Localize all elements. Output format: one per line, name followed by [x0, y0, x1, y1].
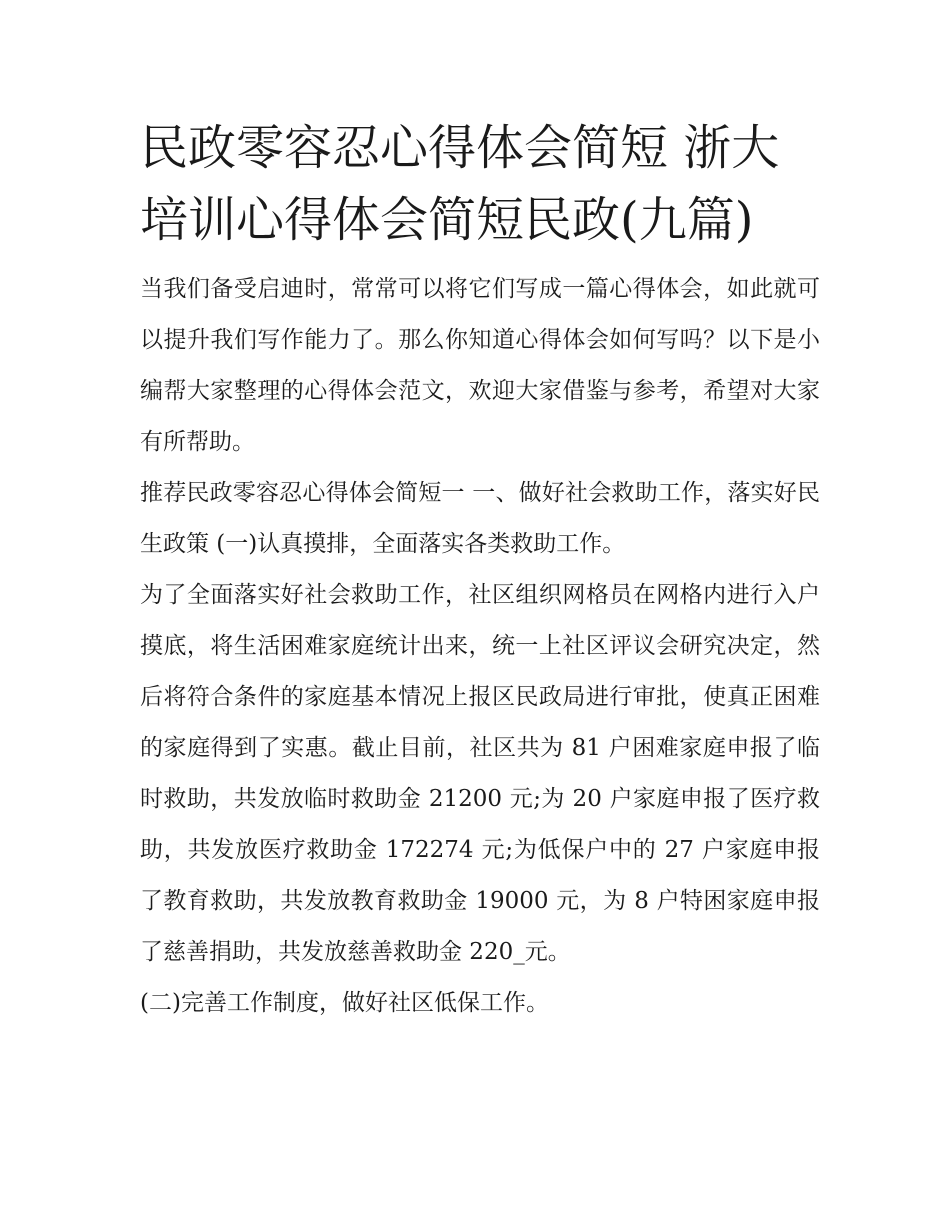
intro-paragraph: 当我们备受启迪时，常常可以将它们写成一篇心得体会，如此就可以提升我们写作能力了。那么你知道心得体会如何写吗？以下是小编帮大家整理的心得体会范文，欢迎大家借鉴与参考，希望对大家有所帮助。 [140, 276, 820, 455]
relief-work-paragraph: 为了全面落实好社会救助工作，社区组织网格员在网格内进行入户摸底，将生活困难家庭统计出来，统一上社区评议会研究决定，然后将符合条件的家庭基本情况上报区民政局进行审批，使真正困难的家庭得到了实惠。截止目前，社区共为 81 户困难家庭申报了临时救助，共发放临时救助金 21200 元;为 20 户家庭申报了医疗救助，共发放医疗救助金 172274 元;为低保户中的 27 户家庭申报了教育救助，共发放教育救助金 19000 元，为 8 户特困家庭申报了慈善捐助，共发放慈善救助金 220_元。 [140, 582, 820, 965]
subsection-heading-paragraph: (二)完善工作制度，做好社区低保工作。 [140, 990, 549, 1016]
document-page [140, 112, 820, 1029]
document-body [140, 264, 820, 1029]
document-title: 民政零容忍心得体会简短 浙大培训心得体会简短民政(九篇) [140, 120, 780, 248]
section-heading-paragraph: 推荐民政零容忍心得体会简短一 一、做好社会救助工作，落实好民生政策 (一)认真摸排，全面落实各类救助工作。 [140, 480, 820, 557]
